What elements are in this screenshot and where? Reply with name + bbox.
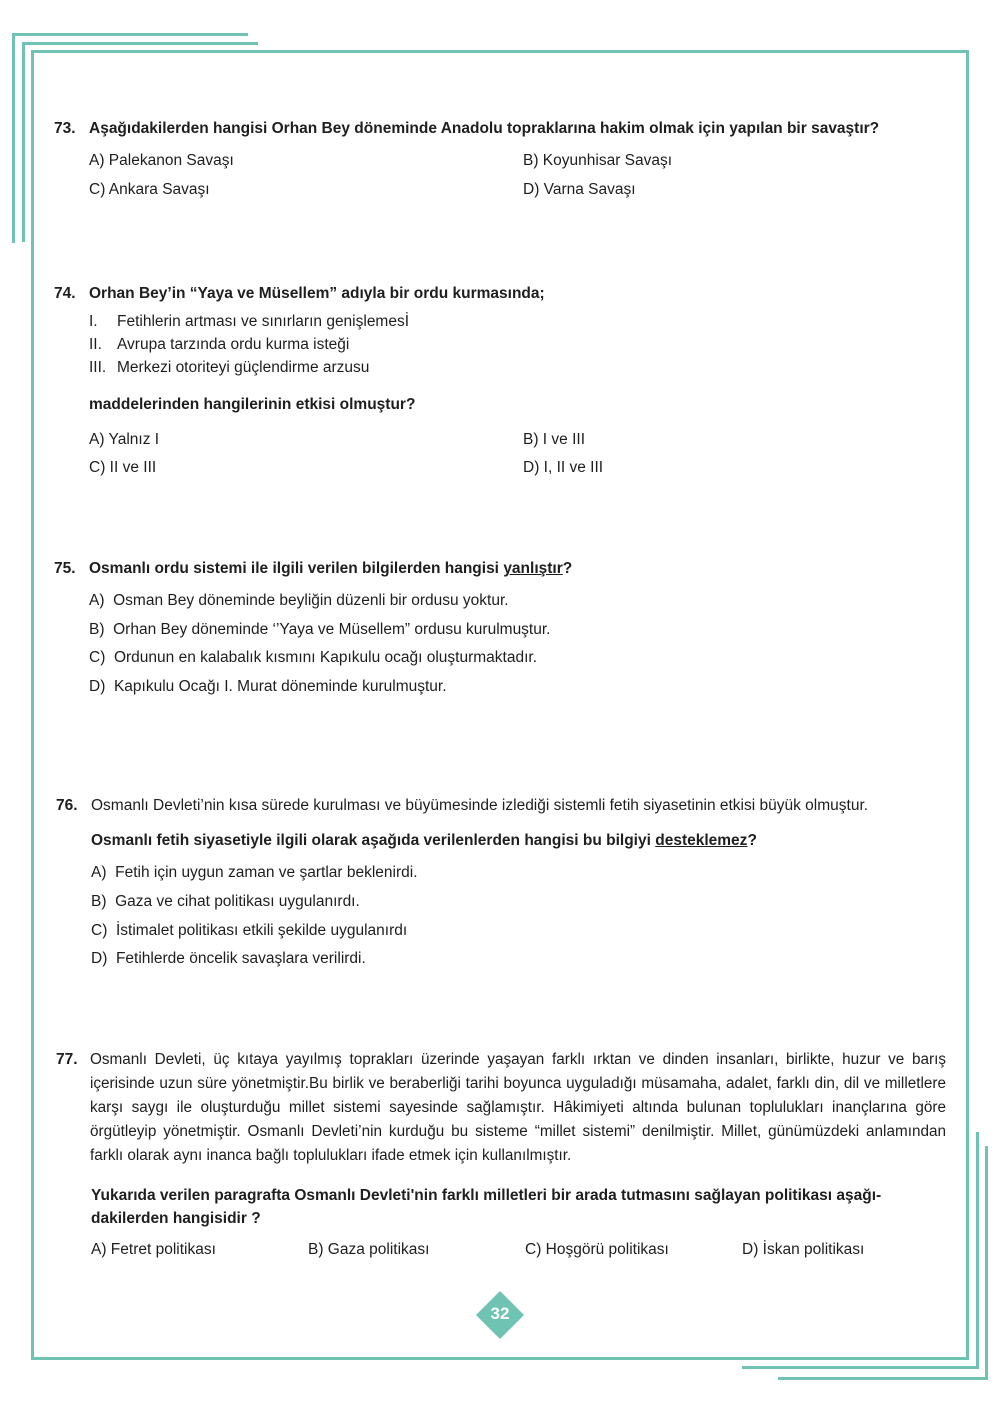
roman-numeral: II. bbox=[89, 336, 102, 353]
question-text: Osmanlı fetih siyasetiyle ilgili olarak aşağıda verilenlerden hangisi bu bilgiyi desteklemez? bbox=[91, 832, 757, 849]
roman-numeral: III. bbox=[89, 359, 107, 376]
question-number: 77. bbox=[56, 1051, 78, 1068]
option-d[interactable]: D) Fetihlerde öncelik savaşlara verilirdi. bbox=[91, 950, 366, 967]
question-paragraph: Osmanlı Devleti, üç kıtaya yayılmış toprakları üzerinde yaşayan farklı ırktan ve dinden insanları, birlikte, huzur ve barış içerisinde uzun süre yönetmiştir.Bu birlik ve beraberliği tarihi boyunca uyguladığı müsamaha, adalet, farklı din, dil ve milletlere karşı saygı ile oluşturduğu millet sistemi sayesinde sağlamıştır. Hâkimiyeti altında bulunan toplulukları inançlarına göre örgütleyip yönetmiştir. Osmanlı Devleti’nin kurduğu bu sisteme “millet sistemi” denilmiştir. Millet, günümüzdeki anlamından farklı olarak aynı inanca bağlı toplulukları ifade etmek için kullanılmıştır. bbox=[90, 1051, 946, 1164]
option-a[interactable]: A) Osman Bey döneminde beyliğin düzenli bir ordusu yoktur. bbox=[89, 592, 509, 609]
question-text: Orhan Bey’in “Yaya ve Müsellem” adıyla bir ordu kurmasında; bbox=[89, 285, 545, 302]
option-a[interactable]: A) Fetih için uygun zaman ve şartlar beklenirdi. bbox=[91, 864, 418, 881]
statement-text: Avrupa tarzında ordu kurma isteği bbox=[117, 336, 350, 353]
option-d[interactable]: D) Kapıkulu Ocağı I. Murat döneminde kurulmuştur. bbox=[89, 678, 447, 695]
page-number: 32 bbox=[490, 1304, 510, 1323]
option-a[interactable]: A) Fetret politikası bbox=[91, 1241, 216, 1258]
option-c[interactable]: C) II ve III bbox=[89, 459, 157, 476]
question-text: Osmanlı ordu sistemi ile ilgili verilen bilgilerden hangisi yanlıştır? bbox=[89, 560, 573, 577]
question-text: Aşağıdakilerden hangisi Orhan Bey döneminde Anadolu topraklarına hakim olmak için yapılan bir savaştır? bbox=[89, 120, 880, 137]
option-c[interactable]: C) Ordunun en kalabalık kısmını Kapıkulu ocağı oluşturmaktadır. bbox=[89, 649, 538, 666]
question-number: 73. bbox=[54, 120, 76, 137]
emphasis-word: desteklemez bbox=[655, 832, 748, 849]
question-number: 74. bbox=[54, 285, 76, 302]
option-b[interactable]: B) I ve III bbox=[523, 431, 586, 448]
question-intro: Osmanlı Devleti’nin kısa sürede kurulması ve büyümesinde izlediği sistemli fetih siyasetinin etkisi büyük olmuştur. bbox=[91, 797, 869, 814]
option-c[interactable]: C) Ankara Savaşı bbox=[89, 181, 210, 198]
option-b[interactable]: B) Gaza ve cihat politikası uygulanırdı. bbox=[91, 893, 360, 910]
option-b[interactable]: B) Orhan Bey döneminde ‘’Yaya ve Müsellem” ordusu kurulmuştur. bbox=[89, 621, 551, 638]
option-a[interactable]: A) Palekanon Savaşı bbox=[89, 152, 234, 169]
option-a[interactable]: A) Yalnız I bbox=[89, 431, 160, 448]
question-text-line-1: Yukarıda verilen paragrafta Osmanlı Devleti'nin farklı milletleri bir arada tutmasını sağlayan politikası aşağı- bbox=[91, 1187, 882, 1204]
question-followup: maddelerinden hangilerinin etkisi olmuştur? bbox=[89, 396, 416, 413]
question-number: 75. bbox=[54, 560, 76, 577]
option-c[interactable]: C) İstimalet politikası etkili şekilde uygulanırdı bbox=[91, 922, 408, 939]
roman-numeral: I. bbox=[89, 313, 98, 330]
option-d[interactable]: D) Varna Savaşı bbox=[523, 181, 636, 198]
option-d[interactable]: D) I, II ve III bbox=[523, 459, 604, 476]
statement-text: Fetihlerin artması ve sınırların genişlemesİ bbox=[117, 313, 410, 330]
emphasis-word: yanlıştır bbox=[503, 560, 563, 577]
statement-text: Merkezi otoriteyi güçlendirme arzusu bbox=[117, 359, 370, 376]
option-d[interactable]: D) İskan politikası bbox=[742, 1241, 865, 1258]
question-number: 76. bbox=[56, 797, 78, 814]
option-b[interactable]: B) Koyunhisar Savaşı bbox=[523, 152, 673, 169]
option-b[interactable]: B) Gaza politikası bbox=[308, 1241, 430, 1258]
option-c[interactable]: C) Hoşgörü politikası bbox=[525, 1241, 669, 1258]
question-text-line-2: dakilerden hangisidir ? bbox=[91, 1210, 261, 1227]
